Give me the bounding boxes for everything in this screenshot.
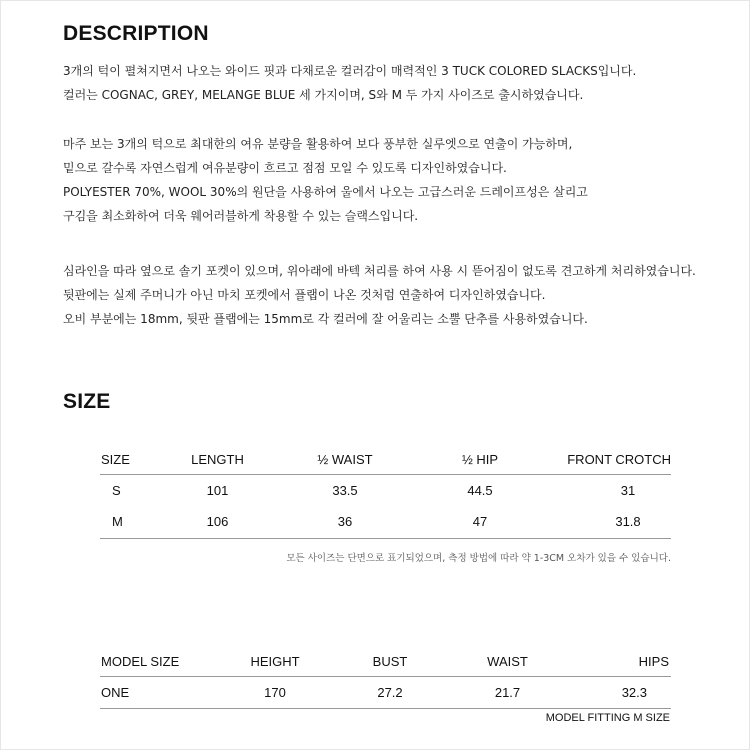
table-row	[100, 506, 671, 538]
size-table-header: ½ WAIST	[317, 452, 373, 468]
description-line: 컬러는 COGNAC, GREY, MELANGE BLUE 세 가지이며, S와 M 두 가지 사이즈로 출시하였습니다.	[63, 88, 584, 102]
size-cell: 31	[620, 482, 636, 498]
description-line: 오비 부분에는 18mm, 뒷판 플랩에는 15mm로 각 컬러에 잘 어울리는 소뿔 단추를 사용하였습니다.	[63, 312, 588, 326]
size-heading: SIZE	[63, 390, 111, 413]
description-line: 구김을 최소화하여 더욱 웨어러블하게 착용할 수 있는 슬랙스입니다.	[63, 209, 419, 223]
table-row	[100, 676, 671, 708]
model-fitting-note: MODEL FITTING M SIZE	[545, 712, 670, 724]
description-paragraph-1	[63, 59, 743, 107]
size-cell: M	[112, 514, 123, 530]
size-cell: 33.5	[332, 482, 358, 498]
size-table-header-row	[100, 446, 671, 474]
model-table-header-row	[100, 648, 671, 676]
table-row	[100, 474, 671, 506]
description-line: 뒷판에는 실제 주머니가 아닌 마치 포켓에서 플랩이 나온 것처럼 연출하여 디자인하였습니다.	[63, 288, 546, 302]
model-table-header: BUST	[372, 654, 408, 670]
size-note: 모든 사이즈는 단면으로 표기되었으며, 측정 방법에 따라 약 1-3CM 오차가 있을 수 있습니다.	[286, 553, 671, 564]
size-cell: 44.5	[467, 482, 493, 498]
model-cell: 21.7	[494, 684, 521, 700]
size-table-header: ½ HIP	[461, 452, 499, 468]
size-cell: 47	[472, 514, 488, 530]
model-cell: 32.3	[621, 684, 647, 700]
description-heading: DESCRIPTION	[63, 22, 209, 45]
model-table-header: MODEL SIZE	[101, 654, 180, 670]
description-line: 심라인을 따라 옆으로 솔기 포켓이 있으며, 위아래에 바텍 처리를 하여 사용 시 뜯어짐이 없도록 견고하게 처리하였습니다.	[63, 264, 696, 278]
model-table-header: HEIGHT	[250, 654, 300, 670]
description-line: 3개의 턱이 펼쳐지면서 나오는 와이드 핏과 다채로운 컬러감이 매력적인 3 TUCK COLORED SLACKS입니다.	[63, 64, 637, 78]
description-line: 밑으로 갈수록 자연스럽게 여유분량이 흐르고 점점 모일 수 있도록 디자인하였습니다.	[63, 161, 507, 175]
model-size-table	[100, 648, 671, 709]
size-table-header: FRONT CROTCH	[567, 452, 671, 468]
model-cell: ONE	[101, 684, 130, 700]
model-table-header: HIPS	[638, 654, 669, 670]
description-paragraph-3	[63, 259, 743, 331]
model-table-header: WAIST	[487, 654, 528, 670]
size-cell: S	[112, 482, 121, 498]
size-cell: 101	[206, 482, 229, 498]
size-table	[100, 446, 671, 539]
model-cell: 27.2	[377, 684, 403, 700]
description-line: 마주 보는 3개의 턱으로 최대한의 여유 분량을 활용하여 보다 풍부한 실루엣으로 연출이 가능하며,	[63, 137, 573, 151]
size-table-header: LENGTH	[191, 452, 244, 468]
model-cell: 170	[264, 684, 286, 700]
description-paragraph-2	[63, 132, 743, 228]
description-line: POLYESTER 70%, WOOL 30%의 원단을 사용하여 울에서 나오는 고급스러운 드레이프성은 살리고	[63, 185, 588, 199]
size-cell: 36	[337, 514, 353, 530]
size-cell: 106	[206, 514, 229, 530]
size-cell: 31.8	[615, 514, 641, 530]
size-table-header: SIZE	[101, 452, 130, 468]
